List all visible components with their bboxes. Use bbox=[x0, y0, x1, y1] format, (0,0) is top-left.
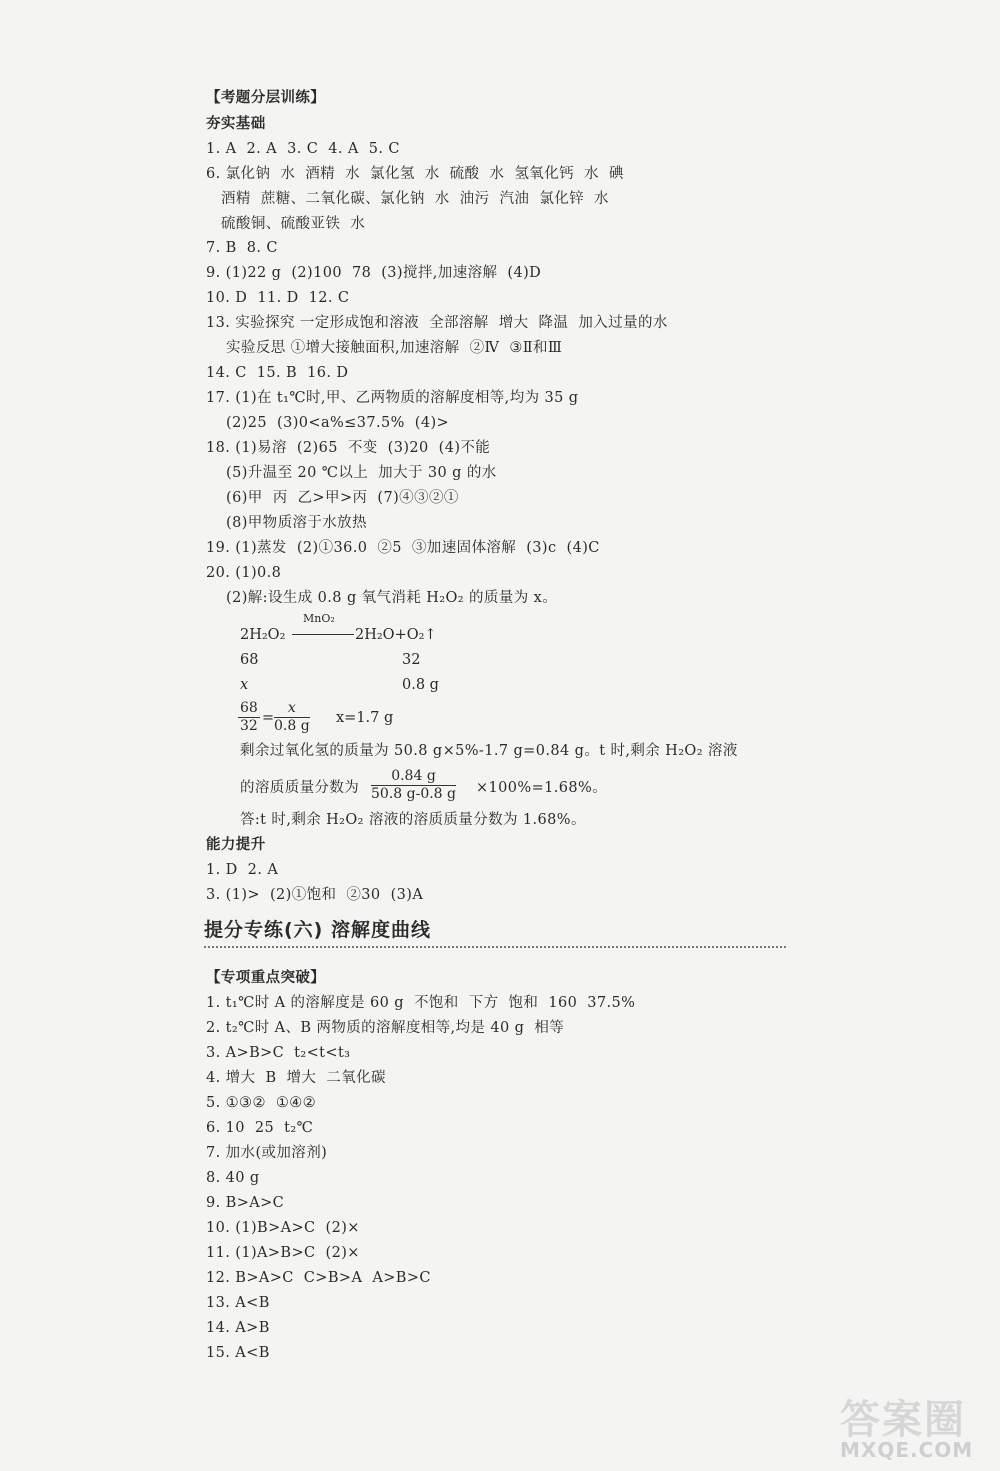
answer-line: 2. t₂℃时 A、B 两物质的溶解度相等,均是 40 g 相等 bbox=[206, 1020, 565, 1036]
answer-line: 13. A<B bbox=[206, 1295, 270, 1311]
answer-line: 10. D 11. D 12. C bbox=[206, 290, 350, 306]
equation-products: 2H₂O+O₂↑ bbox=[355, 627, 437, 643]
molar-mass-product: 32 bbox=[402, 652, 421, 668]
answer-statement: 答:t 时,剩余 H₂O₂ 溶液的溶质质量分数为 1.68%。 bbox=[240, 812, 586, 828]
answer-line: 5. ①③② ①④② bbox=[206, 1095, 317, 1111]
equation-reaction-line bbox=[292, 634, 354, 635]
answer-line: 1. A 2. A 3. C 4. A 5. C bbox=[206, 141, 400, 157]
answer-line: 6. 10 25 t₂℃ bbox=[206, 1120, 314, 1136]
ratio-denominator-right: 0.8 g bbox=[274, 718, 310, 734]
known-mass: 0.8 g bbox=[402, 677, 439, 693]
answer-line: 7. 加水(或加溶剂) bbox=[206, 1145, 328, 1161]
answer-line: 酒精 蔗糖、二氧化碳、氯化钠 水 油污 汽油 氯化锌 水 bbox=[206, 191, 609, 207]
answer-line: 12. B>A>C C>B>A A>B>C bbox=[206, 1270, 431, 1286]
answer-line: 13. 实验探究 一定形成饱和溶液 全部溶解 增大 降温 加入过量的水 bbox=[206, 315, 668, 331]
section-header-exam-training: 【考题分层训练】 bbox=[206, 90, 326, 106]
section-header-key-points: 【专项重点突破】 bbox=[206, 970, 326, 986]
watermark-logo bbox=[840, 1388, 990, 1466]
answer-line: 8. 40 g bbox=[206, 1170, 260, 1186]
answer-line: 20. (1)0.8 bbox=[206, 565, 282, 581]
ratio-fraction-right bbox=[274, 700, 310, 735]
section-title: 提分专练(六) 溶解度曲线 bbox=[204, 919, 431, 941]
equation-catalyst: MnO₂ bbox=[303, 612, 335, 625]
answer-line: 18. (1)易溶 (2)65 不变 (3)20 (4)不能 bbox=[206, 440, 491, 456]
ratio-numerator-left: 68 bbox=[240, 700, 258, 716]
answer-line: 3. (1)> (2)①饱和 ②30 (3)A bbox=[206, 887, 424, 903]
answer-line: 17. (1)在 t₁℃时,甲、乙两物质的溶解度相等,均为 35 g bbox=[206, 390, 579, 406]
answer-line: 11. (1)A>B>C (2)× bbox=[206, 1245, 360, 1261]
answer-line: (6)甲 丙 乙>甲>丙 (7)④③②① bbox=[206, 490, 459, 506]
fraction-prefix: 的溶质质量分数为 bbox=[240, 780, 360, 796]
answer-line: (2)25 (3)0<a%≤37.5% (4)> bbox=[206, 415, 450, 431]
fraction-suffix: ×100%=1.68%。 bbox=[476, 780, 608, 796]
answer-line: 6. 氯化钠 水 酒精 水 氯化氢 水 硫酸 水 氢氧化钙 水 碘 bbox=[206, 166, 624, 182]
unknown-variable: x bbox=[240, 677, 249, 693]
answer-line: 15. A<B bbox=[206, 1345, 270, 1361]
ratio-numerator-right: x bbox=[274, 700, 310, 718]
answer-line: 9. (1)22 g (2)100 78 (3)搅拌,加速溶解 (4)D bbox=[206, 265, 542, 281]
equation-reactant: 2H₂O₂ bbox=[240, 627, 286, 643]
subheading-ability: 能力提升 bbox=[206, 837, 266, 853]
answer-line: 9. B>A>C bbox=[206, 1195, 285, 1211]
subheading-basic: 夯实基础 bbox=[206, 116, 266, 132]
answer-line: 10. (1)B>A>C (2)× bbox=[206, 1220, 360, 1236]
answer-line: 4. 增大 B 增大 二氧化碳 bbox=[206, 1070, 386, 1086]
answer-line: (2)解:设生成 0.8 g 氧气消耗 H₂O₂ 的质量为 x。 bbox=[206, 590, 558, 606]
mass-fraction-denominator: 50.8 g-0.8 g bbox=[371, 786, 456, 802]
answer-line: (5)升温至 20 ℃以上 加大于 30 g 的水 bbox=[206, 465, 497, 481]
answer-line: 7. B 8. C bbox=[206, 240, 278, 256]
mass-fraction bbox=[371, 768, 456, 803]
ratio-fraction-left bbox=[238, 700, 260, 735]
answer-line: 1. D 2. A bbox=[206, 862, 279, 878]
ratio-denominator-left: 32 bbox=[240, 718, 258, 734]
answer-line: 3. A>B>C t₂<t<t₃ bbox=[206, 1045, 351, 1061]
answer-line: 14. C 15. B 16. D bbox=[206, 365, 349, 381]
answer-line: 1. t₁℃时 A 的溶解度是 60 g 不饱和 下方 饱和 160 37.5% bbox=[206, 995, 636, 1011]
remaining-mass-line: 剩余过氧化氢的质量为 50.8 g×5%-1.7 g=0.84 g。t 时,剩余 H₂O₂ 溶液 bbox=[240, 743, 738, 759]
mass-fraction-numerator: 0.84 g bbox=[371, 768, 456, 786]
answer-line: 19. (1)蒸发 (2)①36.0 ②5 ③加速固体溶解 (3)c (4)C bbox=[206, 540, 600, 556]
answer-line: 14. A>B bbox=[206, 1320, 270, 1336]
answer-line: 实验反思 ①增大接触面积,加速溶解 ②Ⅳ ③Ⅱ和Ⅲ bbox=[206, 340, 563, 356]
answer-line: 硫酸铜、硫酸亚铁 水 bbox=[206, 216, 366, 232]
ratio-result: x=1.7 g bbox=[336, 710, 394, 726]
answer-line: (8)甲物质溶于水放热 bbox=[206, 515, 367, 531]
watermark-url: MXQE.COM bbox=[840, 1438, 974, 1462]
molar-mass-reactant: 68 bbox=[240, 652, 259, 668]
ratio-equals: = bbox=[262, 710, 275, 726]
section-divider bbox=[204, 946, 786, 948]
watermark-text: 答案圈 bbox=[840, 1397, 966, 1443]
